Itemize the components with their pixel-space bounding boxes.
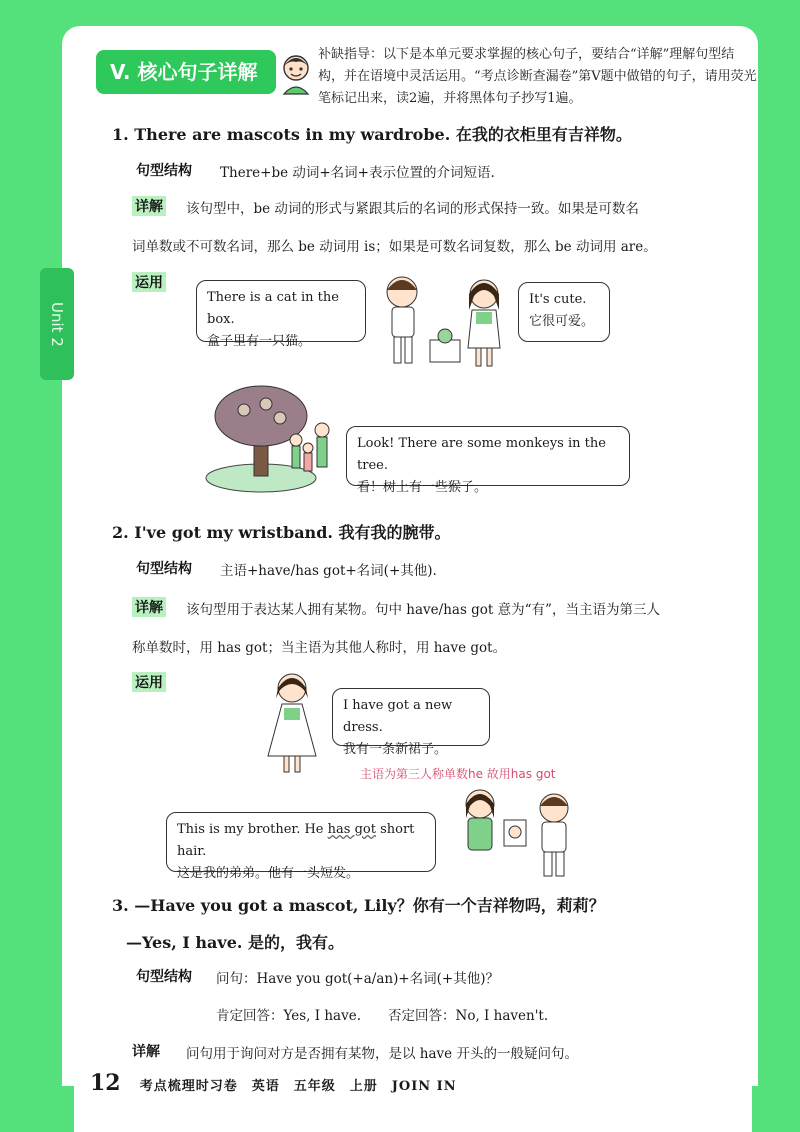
s2-bubble-b-pre: This is my brother. He [177, 822, 328, 837]
s1-explain-label: 详解 [132, 196, 166, 216]
s2-explain-line2: 称单数时，用 has got；当主语为其他人称时，用 have got。 [132, 640, 507, 656]
s2-structure-label: 句型结构 [136, 561, 192, 577]
s1-bubble-c-zh: 看！树上有一些猴子。 [357, 480, 488, 495]
s1-bubble-b-zh: 它很可爱。 [529, 314, 595, 329]
page-number: 12 [90, 1070, 121, 1096]
s3-structure-line1: 问句：Have you got(+a/an)+名词(+其他)？ [216, 971, 500, 987]
s1-structure: There+be 动词+名词+表示位置的介词短语. [220, 165, 495, 181]
girl-dress-illustration [262, 668, 326, 780]
s2-bubble-b-zh: 这是我的弟弟。他有一头短发。 [177, 866, 360, 881]
s2-bubble-b-mark: has got [327, 822, 376, 837]
handwritten-note: 主语为第三人称单数he 故用has got [360, 767, 556, 781]
s1-bubble-b-en: It's cute. [529, 292, 587, 307]
s2-bubble-b-en [177, 819, 425, 863]
s3-structure-label: 句型结构 [136, 969, 192, 985]
s1-bubble-c [346, 426, 630, 495]
s2-structure: 主语+have/has got+名词(+其他). [220, 563, 437, 579]
s1-bubble-a-zh: 盒子里有一只猫。 [207, 334, 312, 349]
footer-text: 考点梳理时习卷 英语 五年级 上册 JOIN IN [139, 1079, 457, 1094]
s3-explain: 问句用于询问对方是否拥有某物，是以 have 开头的一般疑问句。 [186, 1046, 578, 1062]
s2-explain-label: 详解 [132, 597, 166, 617]
green-frame-right [752, 0, 800, 1132]
s2-bubble-b [166, 812, 436, 881]
s1-heading: 1. There are mascots in my wardrobe. 在我的衣柜里有吉祥物。 [112, 125, 632, 144]
s1-bubble-a-en: There is a cat in the box. [207, 290, 339, 327]
s1-structure-label: 句型结构 [136, 163, 192, 179]
boy-girl-cat-illustration [372, 270, 522, 375]
s3-heading: 3. —Have you got a mascot, Lily？你有一个吉祥物吗，莉莉？ [112, 896, 605, 915]
s1-bubble-a [196, 280, 366, 349]
page-sheet [62, 26, 758, 1086]
kid-avatar-icon [276, 52, 316, 96]
s2-bubble-b-post: short hair. [177, 822, 415, 859]
s1-bubble-c-en: Look! There are some monkeys in the tree. [357, 436, 606, 473]
girl-photo-boy-illustration [450, 782, 590, 882]
s3-answer: —Yes, I have. 是的，我有。 [126, 933, 345, 952]
s3-structure-line2: 肯定回答：Yes, I have. 否定回答：No, I haven't. [216, 1008, 549, 1024]
intro-note: 补缺指导：以下是本单元要求掌握的核心句子，要结合“详解”理解句型结构，并在语境中灵活运用。“考点诊断查漏卷”第V题中做错的句子，请用荧光笔标记出来，读2遍，并将黑体句子抄写1遍。 [318, 47, 757, 106]
monkey-tree-illustration [196, 378, 346, 498]
s2-heading: 2. I've got my wristband. 我有我的腕带。 [112, 523, 451, 542]
s2-bubble-a-zh: 我有一条新裙子。 [343, 742, 448, 757]
section-title: V. 核心句子详解 [96, 50, 276, 94]
s1-bubble-b [518, 282, 610, 342]
unit-tab: Unit 2 [40, 268, 74, 380]
s2-explain-line1: 该句型用于表达某人拥有某物。句中 have/has got 意为“有”，当主语为第三人 [186, 602, 660, 618]
s2-bubble-a [332, 688, 490, 757]
s3-explain-label: 详解 [132, 1044, 160, 1060]
s1-explain-line2: 词单数或不可数名词，那么 be 动词用 is；如果是可数名词复数，那么 be 动词用 are。 [132, 239, 657, 255]
s1-usage-label: 运用 [132, 272, 166, 292]
page-footer [90, 1070, 457, 1096]
s1-explain-line1: 该句型中，be 动词的形式与紧跟其后的名词的形式保持一致。如果是可数名 [186, 201, 639, 217]
s2-usage-label: 运用 [132, 672, 166, 692]
s2-bubble-a-en: I have got a new dress. [343, 698, 453, 735]
